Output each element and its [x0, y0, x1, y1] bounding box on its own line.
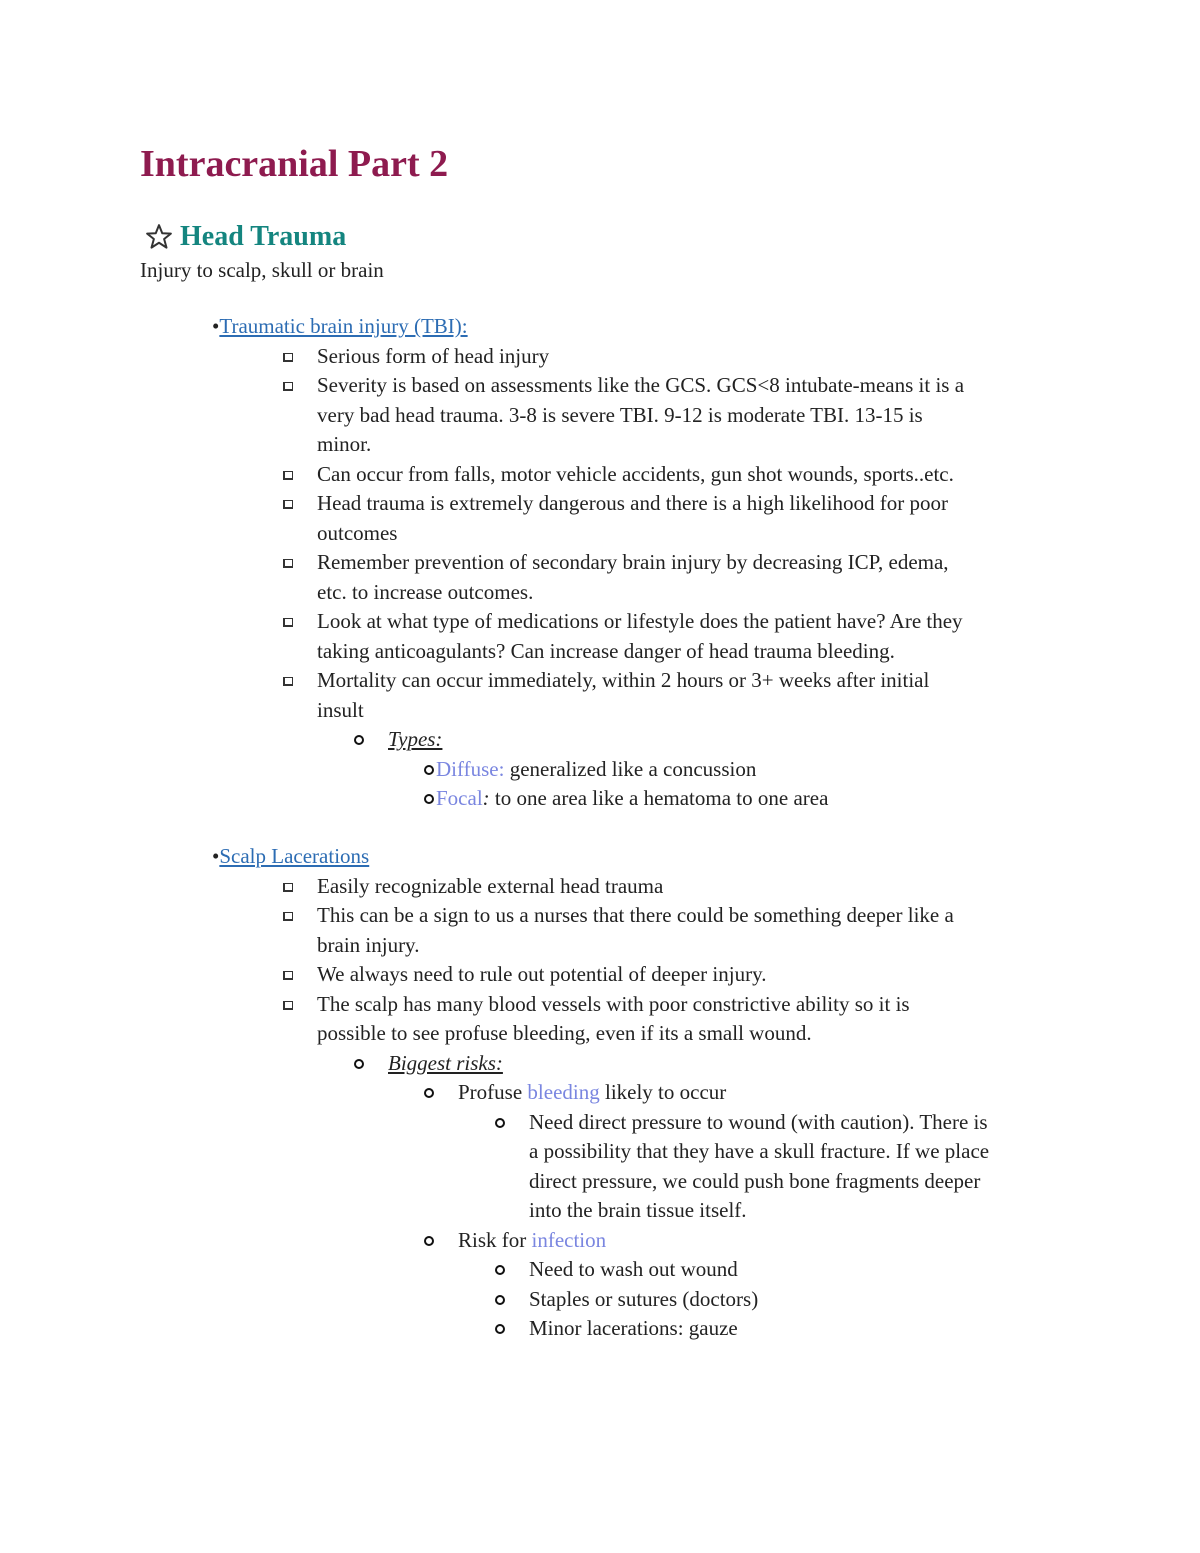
tbi-item-line: Remember prevention of secondary brain injury by decreasing ICP, edema, — [317, 550, 949, 574]
tbi-heading — [212, 312, 468, 342]
ring-bullet-icon — [424, 794, 434, 804]
square-bullet-icon — [283, 353, 293, 362]
tbi-item-line: insult — [317, 697, 364, 722]
square-bullet-icon — [283, 1001, 293, 1010]
infection-subitem: Need to wash out wound — [529, 1257, 738, 1281]
diffuse-label: Diffuse: — [436, 756, 505, 781]
scalp-item-line: We always need to rule out potential of deeper injury. — [317, 962, 767, 986]
tbi-item-line: etc. to increase outcomes. — [317, 579, 534, 604]
pressure-line: into the brain tissue itself. — [529, 1198, 747, 1222]
bleeding-item — [458, 1078, 726, 1108]
tbi-item-line: Look at what type of medications or lifestyle does the patient have? Are they — [317, 609, 963, 633]
focal-colon: : — [482, 786, 490, 810]
square-bullet-icon — [283, 971, 293, 980]
tbi-item-line: very bad head trauma. 3-8 is severe TBI. 9-12 is moderate TBI. 13-15 is — [317, 402, 923, 427]
section-intro: Injury to scalp, skull or brain — [140, 258, 384, 282]
focal-label: Focal — [436, 786, 483, 810]
tbi-item-line: Can occur from falls, motor vehicle accidents, gun shot wounds, sports..etc. — [317, 461, 954, 486]
scalp-item-line: Easily recognizable external head trauma — [317, 873, 664, 898]
tbi-item-line: outcomes — [317, 520, 398, 545]
pressure-line: direct pressure, we could push bone fragments deeper — [529, 1168, 981, 1193]
scalp-item-line: The scalp has many blood vessels with poor constrictive ability so it is — [317, 991, 910, 1016]
square-bullet-icon — [283, 883, 293, 892]
bleeding-post: likely to occur — [599, 1080, 727, 1104]
ring-bullet-icon — [354, 1059, 364, 1069]
tbi-item-line: minor. — [317, 432, 372, 456]
tbi-item-line: Head trauma is extremely dangerous and there is a high likelihood for poor — [317, 491, 948, 515]
infection-subitem: Minor lacerations: gauze — [529, 1316, 738, 1340]
bleeding-pre: Profuse — [458, 1080, 528, 1104]
diffuse-text: generalized like a concussion — [504, 756, 757, 781]
infection-subitem: Staples or sutures (doctors) — [529, 1286, 759, 1311]
square-bullet-icon — [283, 559, 293, 568]
tbi-item-line: taking anticoagulants? Can increase danger of head trauma bleeding. — [317, 638, 895, 663]
tbi-item-line: Mortality can occur immediately, within 2 hours or 3+ weeks after initial — [317, 668, 930, 692]
diffuse-item — [436, 755, 756, 785]
ring-bullet-icon — [424, 1088, 434, 1098]
ring-bullet-icon — [424, 765, 434, 775]
section-title — [144, 219, 346, 255]
risks-label — [388, 1049, 503, 1079]
scalp-item-line: possible to see profuse bleeding, even if its a small wound. — [317, 1021, 812, 1045]
square-bullet-icon — [283, 618, 293, 627]
page-title: Intracranial Part 2 — [140, 143, 449, 185]
square-bullet-icon — [283, 471, 293, 480]
types-label — [388, 725, 442, 755]
ring-bullet-icon — [424, 1236, 434, 1246]
square-bullet-icon — [283, 677, 293, 686]
focal-item — [436, 784, 828, 814]
infection-word: infection — [531, 1227, 607, 1252]
section-title-text: Head Trauma — [180, 221, 347, 252]
square-bullet-icon — [283, 500, 293, 509]
square-bullet-icon — [283, 382, 293, 391]
scalp-heading-link: Scalp Lacerations — [219, 844, 370, 868]
star-outline-icon — [144, 222, 174, 252]
pressure-line: a possibility that they have a skull fracture. If we place — [529, 1139, 990, 1163]
scalp-item-line: brain injury. — [317, 932, 420, 957]
ring-bullet-icon — [495, 1295, 505, 1305]
infection-item — [458, 1226, 606, 1256]
pressure-line: Need direct pressure to wound (with caution). There is — [529, 1109, 988, 1134]
ring-bullet-icon — [495, 1118, 505, 1128]
bullet-dot: • — [212, 844, 220, 868]
scalp-item-line: This can be a sign to us a nurses that there could be something deeper like a — [317, 903, 954, 927]
types-label-text: Types: — [388, 727, 443, 751]
ring-bullet-icon — [495, 1265, 505, 1275]
tbi-item-line: Serious form of head injury — [317, 343, 550, 368]
tbi-heading-link: Traumatic brain injury (TBI): — [219, 314, 468, 338]
tbi-item-line: Severity is based on assessments like the GCS. GCS<8 intubate-means it is a — [317, 373, 965, 397]
square-bullet-icon — [283, 912, 293, 921]
focal-text: to one area like a hematoma to one area — [489, 786, 829, 810]
bullet-dot: • — [212, 314, 220, 338]
infection-pre: Risk for — [458, 1227, 532, 1252]
bleeding-word: bleeding — [527, 1080, 600, 1104]
ring-bullet-icon — [354, 735, 364, 745]
risks-label-text: Biggest risks: — [388, 1050, 503, 1075]
scalp-heading — [212, 842, 369, 872]
ring-bullet-icon — [495, 1324, 505, 1334]
